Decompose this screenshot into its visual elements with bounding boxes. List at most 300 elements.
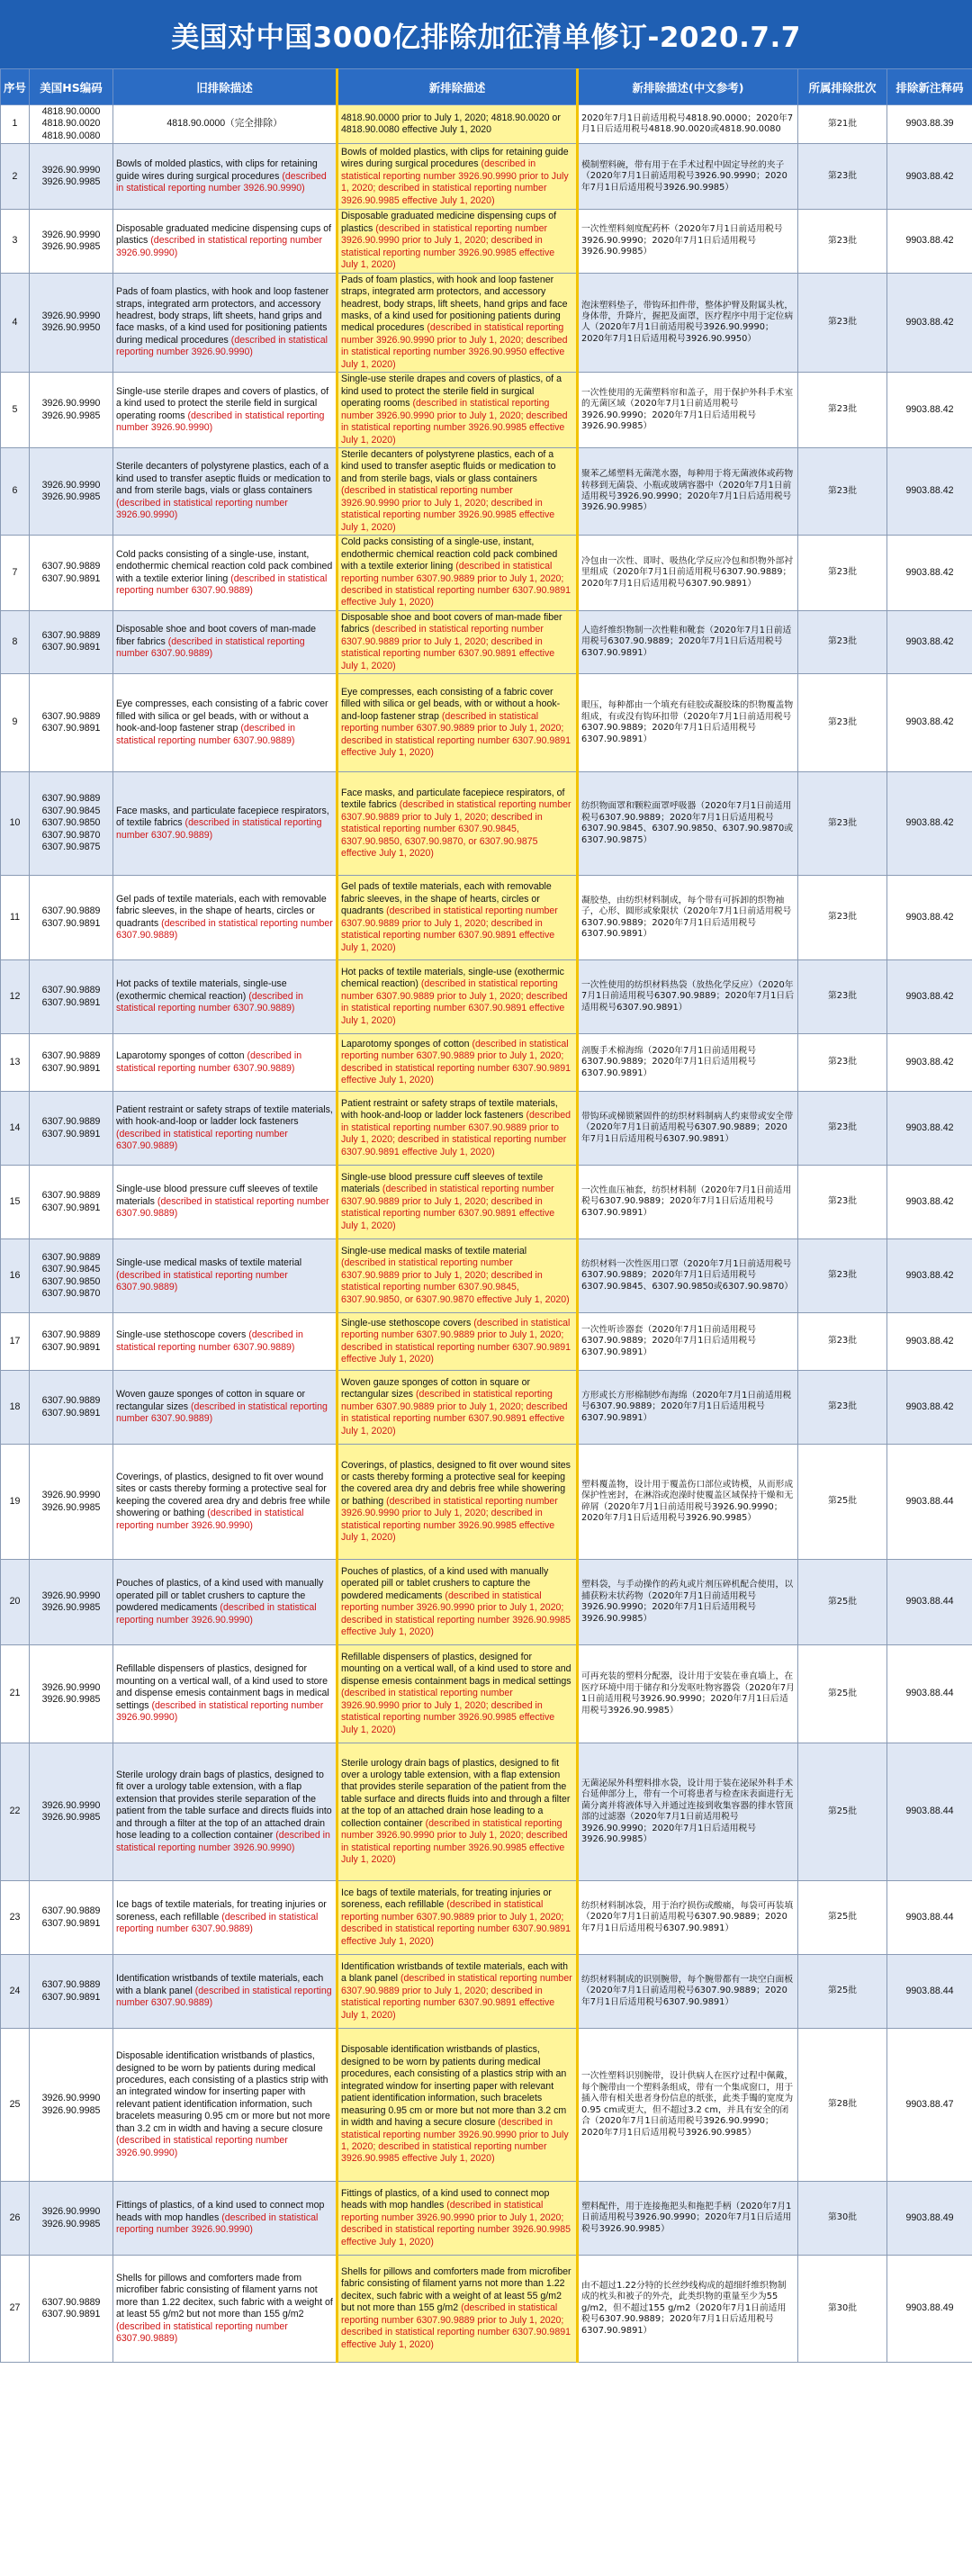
new-description-text: Disposable identification wristbands of plastics, designed to be worn by patients during medical procedures, each consisting of a plastics strip with an integrated window for inserting paper with relevant patient identification information, such bracelets measuring 0.95 cm or more but not more than 3.2 cm in width and having a secure closure	[341, 2044, 567, 2129]
old-description-text: Refillable dispensers of plastics, designed for mounting on a vertical wall, of a kind used to store and dispense emesis containment bags in medical settings	[116, 1663, 329, 1711]
table-row	[1, 1034, 972, 1092]
new-description-text: Pouches of plastics, of a kind used with manually operated pill or tablet crushers to capture the powdered medicaments	[341, 1565, 549, 1601]
header-new-description: 新排除描述	[338, 69, 578, 105]
new-description-text: Sterile urology drain bags of plastics, designed to fit over a urology table extension, with a flap extension that provides sterile separation of the patient from the table surface and directs fluids into and through a filter at the top of an attached drain hose leading to a collection container	[341, 1757, 571, 1829]
row-batch: 第25批	[798, 1445, 887, 1560]
row-old-description	[113, 674, 338, 772]
row-new-description	[338, 2256, 578, 2363]
old-description-text: Sterile decanters of polystyrene plastics, each of a kind used to transfer aseptic fluids or medication to and from sterile bags, vials or glass containers	[116, 461, 331, 497]
table-row	[1, 1881, 972, 1955]
row-new-description-cn: 纺织材料一次性医用口罩（2020年7月1日前适用税号6307.90.9889；2020年7月1日后适用税号6307.90.9845、6307.90.9850或6307.90.9870）	[578, 1239, 798, 1313]
row-annotation-code: 9903.88.42	[887, 1371, 972, 1445]
old-description-text: Hot packs of textile materials, single-use (exothermic chemical reaction)	[116, 978, 287, 1002]
row-new-description	[338, 105, 578, 144]
row-new-description-cn: 一次性听诊器套（2020年7月1日前适用税号6307.90.9889；2020年7月1日后适用税号6307.90.9891）	[578, 1313, 798, 1371]
header-old-description: 旧排除描述	[113, 69, 338, 105]
row-seq: 19	[1, 1445, 30, 1560]
table-row	[1, 1955, 972, 2029]
row-new-description	[338, 876, 578, 960]
table-row	[1, 105, 972, 144]
old-description-note: (described in statistical reporting number 6307.90.9889)	[116, 990, 303, 1014]
new-description-note: (described in statistical reporting number 3926.90.9990 prior to July 1, 2020; described in statistical reporting number 3926.90.9985 effective July 1, 2020)	[341, 2117, 569, 2165]
row-old-description	[113, 610, 338, 673]
row-hs-codes: 3926.90.9990 3926.90.9985	[30, 2182, 113, 2256]
new-description-text: Single-use medical masks of textile material	[341, 1245, 527, 1256]
new-description-note: (described in statistical reporting number 6307.90.9889 prior to July 1, 2020; described in statistical reporting number 6307.90.9891 effective July 1, 2020)	[341, 1110, 571, 1157]
row-hs-codes: 6307.90.9889 6307.90.9891	[30, 1313, 113, 1371]
row-new-description-cn: 纺织材料制冰袋，用于治疗损伤或酸痛，每袋可再装填（2020年7月1日前适用税号6307.90.9889；2020年7月1日后适用税号6307.90.9891）	[578, 1881, 798, 1955]
row-annotation-code: 9903.88.42	[887, 373, 972, 448]
row-new-description-cn: 一次性使用的无菌塑料帘和盖子，用于保护外科手术室的无菌区域（2020年7月1日前适用税号3926.90.9990；2020年7月1日后适用税号3926.90.9985）	[578, 373, 798, 448]
row-hs-codes: 6307.90.9889 6307.90.9891	[30, 1955, 113, 2029]
table-row	[1, 772, 972, 876]
old-description-text: Woven gauze sponges of cotton in square or rectangular sizes	[116, 1389, 306, 1412]
old-description-note: (described in statistical reporting number 3926.90.9990)	[116, 1830, 330, 1853]
row-new-description-cn: 纺织材料制成的识别腕带，每个腕带都有一块空白面板（2020年7月1日前适用税号6307.90.9889；2020年7月1日后适用税号6307.90.9891）	[578, 1955, 798, 2029]
old-description-note: (described in statistical reporting number 6307.90.9889)	[116, 1128, 288, 1152]
table-row	[1, 1371, 972, 1445]
row-new-description	[338, 1645, 578, 1743]
row-new-description-cn: 可再充装的塑料分配器，设计用于安装在垂直墙上，在医疗环境中用于储存和分发呕吐物容器袋（2020年7月1日前适用税号3926.90.9990；2020年7月1日后适用税号3926.90.9985）	[578, 1645, 798, 1743]
row-annotation-code: 9903.88.47	[887, 2029, 972, 2182]
row-annotation-code: 9903.88.42	[887, 210, 972, 273]
new-description-note: (described in statistical reporting number 6307.90.9889 prior to July 1, 2020; described in statistical reporting number 6307.90.9891 effective July 1, 2020)	[341, 624, 555, 671]
row-new-description	[338, 1445, 578, 1560]
header-seq: 序号	[1, 69, 30, 105]
table-row	[1, 536, 972, 611]
old-description-note: (described in statistical reporting number 6307.90.9889)	[116, 1401, 328, 1425]
row-old-description	[113, 1560, 338, 1645]
row-batch: 第23批	[798, 1092, 887, 1166]
old-description-note: (described in statistical reporting number 6307.90.9889)	[116, 723, 296, 746]
row-batch: 第23批	[798, 144, 887, 210]
row-annotation-code: 9903.88.42	[887, 960, 972, 1034]
row-hs-codes: 3926.90.9990 3926.90.9985	[30, 447, 113, 535]
row-hs-codes: 6307.90.9889 6307.90.9891	[30, 1092, 113, 1166]
old-description-note: (described in statistical reporting number 3926.90.9990)	[116, 170, 327, 194]
row-batch: 第23批	[798, 273, 887, 373]
row-new-description-cn: 一次性血压袖套，纺织材料制（2020年7月1日前适用税号6307.90.9889；2020年7月1日后适用税号6307.90.9891）	[578, 1166, 798, 1239]
new-description-note: (described in statistical reporting number 3926.90.9990 prior to July 1, 2020; described in statistical reporting number 3926.90.9985 effective July 1, 2020)	[341, 1817, 568, 1866]
new-description-note: (described in statistical reporting number 3926.90.9990 prior to July 1, 2020; described in statistical reporting number 3926.90.9985 effective July 1, 2020)	[341, 1688, 555, 1735]
row-old-description	[113, 1371, 338, 1445]
row-new-description	[338, 960, 578, 1034]
table-body	[1, 105, 972, 2363]
old-description-text: Eye compresses, each consisting of a fabric cover filled with silica or gel beads, with or without a hook-and-loop fastener strap	[116, 698, 328, 734]
old-description-note: (described in statistical reporting number 6307.90.9889)	[116, 2320, 288, 2345]
row-old-description	[113, 210, 338, 273]
row-batch: 第25批	[798, 1881, 887, 1955]
new-description-note: (described in statistical reporting number 6307.90.9889 prior to July 1, 2020; described in statistical reporting number 6307.90.9891 effective July 1, 2020)	[341, 978, 568, 1026]
old-description-text: Disposable graduated medicine dispensing cups of plastics	[116, 222, 332, 247]
row-seq: 7	[1, 536, 30, 611]
table-row	[1, 1560, 972, 1645]
old-description-text: Single-use stethoscope covers	[116, 1329, 249, 1341]
new-description-note: (described in statistical reporting number 6307.90.9889 prior to July 1, 2020; described in statistical reporting number 6307.90.9891 effective July 1, 2020)	[341, 1038, 571, 1086]
row-batch: 第23批	[798, 447, 887, 535]
old-description-text: 4818.90.0000（完全排除）	[166, 118, 283, 130]
new-description-note: (described in statistical reporting number 6307.90.9889 prior to July 1, 2020; described in statistical reporting number 6307.90.9891 effective July 1, 2020)	[341, 1389, 568, 1437]
old-description-note: (described in statistical reporting number 3926.90.9990)	[116, 2135, 288, 2158]
new-description-note: (described in statistical reporting number 6307.90.9889 prior to July 1, 2020; described in statistical reporting number 6307.90.9845, 6307.90.9850, or 6307.90.9870 effective July 1, 2020)	[341, 1257, 570, 1305]
row-batch: 第25批	[798, 1955, 887, 2029]
row-new-description	[338, 2182, 578, 2256]
row-new-description	[338, 1092, 578, 1166]
new-description-text: Single-use stethoscope covers	[341, 1317, 474, 1329]
table-row	[1, 1313, 972, 1371]
row-old-description	[113, 105, 338, 144]
row-new-description	[338, 1313, 578, 1371]
row-new-description-cn: 无菌泌尿外科塑料排水袋，设计用于装在泌尿外科手术台延伸部分上，带有一个可将患者与检查床表面进行无菌分离并将液体导入并通过连接到收集容器的排水管顶部的过滤器（2020年7月1日前适用税号3926.90.9990；2020年7月1日后适用税号3926.90.9985）	[578, 1743, 798, 1881]
row-hs-codes: 6307.90.9889 6307.90.9891	[30, 1371, 113, 1445]
row-old-description	[113, 876, 338, 960]
row-old-description	[113, 1445, 338, 1560]
row-new-description	[338, 1955, 578, 2029]
new-description-text: 4818.90.0000 prior to July 1, 2020; 4818.90.0020 or 4818.90.0080 effective July 1, 2020	[341, 112, 561, 136]
header-hs-code: 美国HS编码	[30, 69, 113, 105]
new-description-text: Coverings, of plastics, designed to fit over wound sites or casts thereby forming a protective seal for keeping the covered area dry and debris free while showering or bathing	[341, 1459, 571, 1507]
table-row	[1, 2256, 972, 2363]
row-seq: 18	[1, 1371, 30, 1445]
row-annotation-code: 9903.88.42	[887, 772, 972, 876]
row-seq: 5	[1, 373, 30, 448]
row-new-description	[338, 1239, 578, 1313]
row-annotation-code: 9903.88.42	[887, 674, 972, 772]
header-annotation-code: 排除新注释码	[887, 69, 972, 105]
row-new-description	[338, 610, 578, 673]
row-new-description	[338, 674, 578, 772]
row-seq: 10	[1, 772, 30, 876]
old-description-text: Gel pads of textile materials, each with removable fabric sleeves, in the shape of hearts, circles or quadrants	[116, 893, 327, 929]
row-batch: 第30批	[798, 2182, 887, 2256]
row-batch: 第25批	[798, 1645, 887, 1743]
row-new-description-cn: 带钩环或梯锁紧固件的纺织材料制病人约束带或安全带（2020年7月1日前适用税号6307.90.9889；2020年7月1日后适用税号6307.90.9891）	[578, 1092, 798, 1166]
old-description-text: Bowls of molded plastics, with clips for retaining guide wires during surgical procedures	[116, 158, 318, 182]
row-old-description	[113, 2182, 338, 2256]
table-row	[1, 2182, 972, 2256]
new-description-text: Identification wristbands of textile materials, each with a blank panel	[341, 1960, 569, 1985]
row-new-description	[338, 1881, 578, 1955]
row-seq: 20	[1, 1560, 30, 1645]
title-bar	[0, 0, 972, 68]
row-old-description	[113, 1645, 338, 1743]
row-seq: 22	[1, 1743, 30, 1881]
row-new-description	[338, 273, 578, 373]
row-batch: 第23批	[798, 1313, 887, 1371]
new-description-text: Shells for pillows and comforters made from microfiber fabric consisting of filament yarns not more than 1.22 decitex, such fabric with a weight of at least 55 g/m2 but not more than 155 g/m2	[341, 2266, 572, 2314]
old-description-text: Shells for pillows and comforters made from microfiber fabric consisting of filament yarns not more than 1.22 decitex, such fabric with a weight of at least 55 g/m2 but not more than 155 g/m2	[116, 2272, 333, 2320]
row-batch: 第23批	[798, 674, 887, 772]
row-seq: 8	[1, 610, 30, 673]
new-description-text: Patient restraint or safety straps of textile materials, with hook-and-loop or ladder lock fasteners	[341, 1097, 558, 1121]
row-hs-codes: 6307.90.9889 6307.90.9891	[30, 1881, 113, 1955]
row-batch: 第23批	[798, 1239, 887, 1313]
row-new-description-cn: 方形或长方形棉制纱布海绵（2020年7月1日前适用税号6307.90.9889；2020年7月1日后适用税号6307.90.9891）	[578, 1371, 798, 1445]
old-description-text: Patient restraint or safety straps of textile materials, with hook-and-loop or ladder lock fasteners	[116, 1103, 333, 1128]
row-seq: 13	[1, 1034, 30, 1092]
table-row	[1, 876, 972, 960]
row-batch: 第30批	[798, 2256, 887, 2363]
old-description-note: (described in statistical reporting number 3926.90.9990)	[116, 334, 328, 358]
row-annotation-code: 9903.88.42	[887, 1313, 972, 1371]
row-hs-codes: 3926.90.9990 3926.90.9950	[30, 273, 113, 373]
row-seq: 14	[1, 1092, 30, 1166]
header-batch: 所属排除批次	[798, 69, 887, 105]
row-batch: 第23批	[798, 210, 887, 273]
table-row	[1, 447, 972, 535]
row-old-description	[113, 1313, 338, 1371]
old-description-note: (described in statistical reporting number 6307.90.9889)	[116, 1195, 329, 1220]
new-description-note: (described in statistical reporting number 6307.90.9889 prior to July 1, 2020; described in statistical reporting number 6307.90.9891 effective July 1, 2020)	[341, 1317, 571, 1365]
old-description-text: Single-use sterile drapes and covers of plastics, of a kind used to protect the sterile field in surgical operating rooms	[116, 385, 329, 421]
row-new-description	[338, 1166, 578, 1239]
row-seq: 3	[1, 210, 30, 273]
row-hs-codes: 6307.90.9889 6307.90.9891	[30, 674, 113, 772]
old-description-note: (described in statistical reporting number 6307.90.9889)	[116, 1985, 332, 2009]
row-annotation-code: 9903.88.42	[887, 876, 972, 960]
table-row	[1, 1645, 972, 1743]
row-new-description	[338, 1560, 578, 1645]
row-old-description	[113, 960, 338, 1034]
row-new-description-cn: 一次性塑料识别腕带，设计供病人在医疗过程中佩戴，每个腕带由一个塑料条组成，带有一个集成窗口，用于插入带有相关患者身份信息的纸张，此类手镯的宽度为0.95 cm或更大，但不超过3.2 cm，并具有安全的闭合（2020年7月1日前适用税号3926.90.9990；2020年7月1日后适用税号3926.90.9985）	[578, 2029, 798, 2182]
new-description-text: Gel pads of textile materials, each with removable fabric sleeves, in the shape of hearts, circles or quadrants	[341, 881, 552, 917]
old-description-note: (described in statistical reporting number 3926.90.9990)	[116, 2211, 319, 2236]
row-batch: 第23批	[798, 373, 887, 448]
row-hs-codes: 3926.90.9990 3926.90.9985	[30, 2029, 113, 2182]
old-description-text: Single-use medical masks of textile material	[116, 1257, 302, 1269]
row-hs-codes: 3926.90.9990 3926.90.9985	[30, 144, 113, 210]
new-description-text: Bowls of molded plastics, with clips for retaining guide wires during surgical procedures	[341, 146, 569, 170]
row-seq: 16	[1, 1239, 30, 1313]
row-hs-codes: 6307.90.9889 6307.90.9891	[30, 610, 113, 673]
old-description-text: Cold packs consisting of a single-use, instant, endothermic chemical reaction cold pack combined with a textile exterior lining	[116, 548, 333, 584]
new-description-note: (described in statistical reporting number 3926.90.9990 prior to July 1, 2020; described in statistical reporting number 3926.90.9985 effective July 1, 2020)	[341, 485, 555, 533]
row-hs-codes: 3926.90.9990 3926.90.9985	[30, 373, 113, 448]
row-batch: 第23批	[798, 876, 887, 960]
new-description-note: (described in statistical reporting number 3926.90.9990 prior to July 1, 2020; described in statistical reporting number 3926.90.9985 effective July 1, 2020)	[341, 158, 569, 206]
row-new-description	[338, 772, 578, 876]
table-row	[1, 1166, 972, 1239]
table-row	[1, 1743, 972, 1881]
table-row	[1, 273, 972, 373]
row-hs-codes: 6307.90.9889 6307.90.9891	[30, 876, 113, 960]
old-description-text: Disposable identification wristbands of plastics, designed to be worn by patients during medical procedures, each consisting of a plastics strip with an integrated window for inserting paper with relevant patient identification information, such bracelets measuring 0.95 cm or more but not more than 3.2 cm in width and having a secure closure	[116, 2050, 330, 2134]
row-batch: 第23批	[798, 1034, 887, 1092]
row-annotation-code: 9903.88.49	[887, 2182, 972, 2256]
new-description-text: Laparotomy sponges of cotton	[341, 1038, 472, 1049]
old-description-note: (described in statistical reporting number 6307.90.9889)	[116, 1911, 319, 1935]
new-description-text: Cold packs consisting of a single-use, instant, endothermic chemical reaction cold pack combined with a textile exterior lining	[341, 536, 558, 572]
row-new-description	[338, 144, 578, 210]
new-description-note: (described in statistical reporting number 6307.90.9889 prior to July 1, 2020; described in statistical reporting number 6307.90.9891 effective July 1, 2020)	[341, 1899, 571, 1947]
new-description-note: (described in statistical reporting number 6307.90.9889 prior to July 1, 2020; described in statistical reporting number 6307.90.9891 effective July 1, 2020)	[341, 561, 571, 608]
old-description-note: (described in statistical reporting number 3926.90.9990)	[116, 1508, 304, 1531]
new-description-note: (described in statistical reporting number 3926.90.9990 prior to July 1, 2020; described in statistical reporting number 3926.90.9985 effective July 1, 2020)	[341, 2200, 571, 2247]
new-description-note: (described in statistical reporting number 6307.90.9889 prior to July 1, 2020; described in statistical reporting number 6307.90.9891 effective July 1, 2020)	[341, 1973, 572, 2021]
row-seq: 21	[1, 1645, 30, 1743]
row-batch: 第23批	[798, 1371, 887, 1445]
new-description-text: Disposable shoe and boot covers of man-made fiber fabrics	[341, 611, 562, 635]
row-batch: 第25批	[798, 1560, 887, 1645]
new-description-text: Disposable graduated medicine dispensing cups of plastics	[341, 211, 557, 234]
exclusion-table	[0, 68, 972, 2363]
row-new-description-cn: 泡沫塑料垫子，带钩环扣件带，整体护臂及附属头枕，身体带，升降片，握把及面罩，医疗程序中用于定位病人（2020年7月1日前适用税号3926.90.9990；2020年7月1日后适用税号3926.90.9950）	[578, 273, 798, 373]
new-description-note: (described in statistical reporting number 6307.90.9889 prior to July 1, 2020; described in statistical reporting number 6307.90.9891 effective July 1, 2020)	[341, 905, 558, 953]
row-new-description-cn: 模制塑料碗，带有用于在手术过程中固定导丝的夹子（2020年7月1日前适用税号3926.90.9990；2020年7月1日后适用税号3926.90.9985）	[578, 144, 798, 210]
table-row	[1, 960, 972, 1034]
table-row	[1, 610, 972, 673]
new-description-note: (described in statistical reporting number 6307.90.9889 prior to July 1, 2020; described in statistical reporting number 6307.90.9891 effective July 1, 2020)	[341, 2302, 571, 2350]
new-description-note: (described in statistical reporting number 6307.90.9889 prior to July 1, 2020; described in statistical reporting number 6307.90.9845, 6307.90.9850, 6307.90.9870, or 6307.90.9875 effective July 1, 2020)	[341, 799, 572, 860]
new-description-text: Woven gauze sponges of cotton in square or rectangular sizes	[341, 1376, 531, 1401]
new-description-note: (described in statistical reporting number 6307.90.9889 prior to July 1, 2020; described in statistical reporting number 6307.90.9891 effective July 1, 2020)	[341, 710, 571, 759]
row-batch: 第25批	[798, 1743, 887, 1881]
new-description-note: (described in statistical reporting number 3926.90.9990 prior to July 1, 2020; described in statistical reporting number 3926.90.9985 effective July 1, 2020)	[341, 222, 555, 271]
new-description-text: Hot packs of textile materials, single-use (exothermic chemical reaction)	[341, 966, 564, 990]
row-seq: 4	[1, 273, 30, 373]
row-annotation-code: 9903.88.42	[887, 1092, 972, 1166]
row-old-description	[113, 772, 338, 876]
row-annotation-code: 9903.88.42	[887, 610, 972, 673]
row-hs-codes: 6307.90.9889 6307.90.9891	[30, 1034, 113, 1092]
row-batch: 第23批	[798, 610, 887, 673]
new-description-text: Pads of foam plastics, with hook and loop fastener straps, integrated arm protectors, and accessory headrest, body straps, lift sheets, hand grips and face masks, of a kind used for positioning patients during medical procedures	[341, 274, 568, 334]
old-description-text: Sterile urology drain bags of plastics, designed to fit over a urology table extension, with a flap extension that provides sterile separation of the patient from the table surface and directs fluids into and through a filter at the top of an attached drain hose leading to a collection container	[116, 1770, 332, 1842]
row-new-description	[338, 447, 578, 535]
row-new-description-cn: 人造纤维织物制一次性鞋和靴套（2020年7月1日前适用税号6307.90.9889；2020年7月1日后适用税号6307.90.9891）	[578, 610, 798, 673]
old-description-note: (described in statistical reporting number 6307.90.9889)	[116, 572, 328, 596]
row-annotation-code: 9903.88.44	[887, 1560, 972, 1645]
row-hs-codes: 3926.90.9990 3926.90.9985	[30, 210, 113, 273]
new-description-text: Eye compresses, each consisting of a fabric cover filled with silica or gel beads, with or without a hook-and-loop fastener strap	[341, 686, 561, 722]
row-annotation-code: 9903.88.39	[887, 105, 972, 144]
row-new-description-cn: 塑料配件，用于连接拖把头和拖把手柄（2020年7月1日前适用税号3926.90.9990；2020年7月1日后适用税号3926.90.9985）	[578, 2182, 798, 2256]
row-batch: 第23批	[798, 960, 887, 1034]
old-description-text: Fittings of plastics, of a kind used to connect mop heads with mop handles	[116, 2200, 325, 2223]
row-hs-codes: 6307.90.9889 6307.90.9891	[30, 2256, 113, 2363]
row-new-description	[338, 2029, 578, 2182]
row-old-description	[113, 536, 338, 611]
new-description-text: Refillable dispensers of plastics, designed for mounting on a vertical wall, of a kind used to store and dispense emesis containment bags in medical settings	[341, 1652, 572, 1687]
row-old-description	[113, 1166, 338, 1239]
row-hs-codes: 4818.90.0000 4818.90.0020 4818.90.0080	[30, 105, 113, 144]
row-new-description	[338, 536, 578, 611]
table-row	[1, 373, 972, 448]
row-hs-codes: 3926.90.9990 3926.90.9985	[30, 1445, 113, 1560]
row-old-description	[113, 144, 338, 210]
row-annotation-code: 9903.88.42	[887, 273, 972, 373]
row-hs-codes: 6307.90.9889 6307.90.9891	[30, 536, 113, 611]
row-old-description	[113, 373, 338, 448]
row-new-description-cn: 一次性塑料刻度配药杯（2020年7月1日前适用税号3926.90.9990；2020年7月1日后适用税号3926.90.9985）	[578, 210, 798, 273]
row-old-description	[113, 2256, 338, 2363]
row-seq: 12	[1, 960, 30, 1034]
row-batch: 第28批	[798, 2029, 887, 2182]
row-hs-codes: 6307.90.9889 6307.90.9845 6307.90.9850 6307.90.9870 6307.90.9875	[30, 772, 113, 876]
row-hs-codes: 6307.90.9889 6307.90.9891	[30, 1166, 113, 1239]
table-header-row	[1, 69, 972, 105]
row-annotation-code: 9903.88.44	[887, 1445, 972, 1560]
row-seq: 27	[1, 2256, 30, 2363]
row-annotation-code: 9903.88.42	[887, 1034, 972, 1092]
new-description-note: (described in statistical reporting number 3926.90.9990 prior to July 1, 2020; described in statistical reporting number 3926.90.9985 effective July 1, 2020)	[341, 1590, 571, 1638]
row-annotation-code: 9903.88.42	[887, 144, 972, 210]
old-description-text: Pads of foam plastics, with hook and loop fastener straps, integrated arm protectors, and accessory headrest, body straps, lift sheets, hand grips and face masks, of a kind used for positioning patients during medical procedures	[116, 286, 329, 346]
row-batch: 第21批	[798, 105, 887, 144]
row-annotation-code: 9903.88.44	[887, 1743, 972, 1881]
table-row	[1, 210, 972, 273]
row-annotation-code: 9903.88.44	[887, 1881, 972, 1955]
row-seq: 24	[1, 1955, 30, 2029]
row-new-description-cn: 聚苯乙烯塑料无菌滗水器，每种用于将无菌液体或药物转移到无菌袋、小瓶或玻璃容器中（2020年7月1日前适用税号3926.90.9990；2020年7月1日后适用税号3926.90.9985）	[578, 447, 798, 535]
row-new-description-cn: 塑料覆盖物，设计用于覆盖伤口部位或铸模，从而形成保护性密封，在淋浴或泡澡时使覆盖区域保持干燥和无碎屑（2020年7月1日前适用税号3926.90.9990；2020年7月1日后适用税号3926.90.9985）	[578, 1445, 798, 1560]
old-description-text: Pouches of plastics, of a kind used with manually operated pill or tablet crushers to capture the powdered medicaments	[116, 1578, 324, 1614]
row-old-description	[113, 273, 338, 373]
old-description-note: (described in statistical reporting number 6307.90.9889)	[116, 1050, 302, 1074]
row-old-description	[113, 1743, 338, 1881]
new-description-note: (described in statistical reporting number 3926.90.9990 prior to July 1, 2020; described in statistical reporting number 3926.90.9985 effective July 1, 2020)	[341, 1495, 558, 1544]
old-description-note: (described in statistical reporting number 3926.90.9990)	[116, 235, 323, 258]
row-new-description	[338, 1743, 578, 1881]
row-hs-codes: 6307.90.9889 6307.90.9845 6307.90.9850 6307.90.9870	[30, 1239, 113, 1313]
row-new-description-cn: 由不超过1.22分特的长丝纱线构成的超细纤维织物制成的枕头和被子的外壳，此类织物的重量至少为55 g/m2，但不超过155 g/m2（2020年7月1日前适用税号6307.90.9889；2020年7月1日后适用税号6307.90.9891）	[578, 2256, 798, 2363]
row-seq: 26	[1, 2182, 30, 2256]
row-new-description	[338, 1034, 578, 1092]
table-row	[1, 1092, 972, 1166]
table-row	[1, 144, 972, 210]
old-description-note: (described in statistical reporting number 3926.90.9990)	[116, 497, 288, 521]
row-new-description-cn: 一次性使用的纺织材料热袋（放热化学反应）（2020年7月1日前适用税号6307.90.9889；2020年7月1日后适用税号6307.90.9891）	[578, 960, 798, 1034]
old-description-note: (described in statistical reporting number 6307.90.9889)	[116, 1329, 303, 1353]
old-description-note: (described in statistical reporting number 6307.90.9889)	[116, 917, 333, 941]
row-annotation-code: 9903.88.42	[887, 536, 972, 611]
row-annotation-code: 9903.88.44	[887, 1955, 972, 2029]
row-new-description-cn: 凝胶垫，由纺织材料制成，每个带有可拆卸的织物袖子，心形、圆形或象限状（2020年7月1日前适用税号6307.90.9889；2020年7月1日后适用税号6307.90.9891）	[578, 876, 798, 960]
new-description-text: Single-use blood pressure cuff sleeves of textile materials	[341, 1171, 544, 1195]
row-annotation-code: 9903.88.42	[887, 1166, 972, 1239]
row-old-description	[113, 2029, 338, 2182]
row-new-description-cn: 眼压，每种都由一个填充有硅胶或凝胶珠的织物覆盖物组成，有或没有钩环扣带（2020年7月1日前适用税号6307.90.9889；2020年7月1日后适用税号6307.90.9891）	[578, 674, 798, 772]
row-new-description-cn: 剖腹手术棉海绵（2020年7月1日前适用税号6307.90.9889；2020年7月1日后适用税号6307.90.9891）	[578, 1034, 798, 1092]
row-new-description	[338, 1371, 578, 1445]
old-description-text: Coverings, of plastics, designed to fit over wound sites or casts thereby forming a protective seal for keeping the covered area dry and debris free while showering or bathing	[116, 1471, 330, 1519]
row-seq: 1	[1, 105, 30, 144]
new-description-text: Ice bags of textile materials, for treating injuries or soreness, each refillable	[341, 1887, 552, 1911]
row-seq: 25	[1, 2029, 30, 2182]
table-row	[1, 674, 972, 772]
row-old-description	[113, 1034, 338, 1092]
row-seq: 2	[1, 144, 30, 210]
row-seq: 17	[1, 1313, 30, 1371]
document-title: 美国对中国3000亿排除加征清单修订-2020.7.7	[171, 21, 801, 54]
old-description-note: (described in statistical reporting number 3926.90.9990)	[116, 1602, 317, 1626]
row-new-description-cn: 冷包由一次性、即时、吸热化学反应冷包和织物外部衬里组成（2020年7月1日前适用税号6307.90.9889；2020年7月1日后适用税号6307.90.9891）	[578, 536, 798, 611]
row-old-description	[113, 1092, 338, 1166]
table-row	[1, 1445, 972, 1560]
row-hs-codes: 3926.90.9990 3926.90.9985	[30, 1743, 113, 1881]
row-old-description	[113, 1239, 338, 1313]
row-old-description	[113, 1881, 338, 1955]
new-description-text: Fittings of plastics, of a kind used to connect mop heads with mop handles	[341, 2187, 550, 2211]
old-description-note: (described in statistical reporting number 6307.90.9889)	[116, 1269, 288, 1293]
new-description-text: Face masks, and particulate facepiece respirators, of textile fabrics	[341, 787, 565, 811]
row-new-description-cn: 塑料袋，与手动操作的药丸或片剂压碎机配合使用，以捕获粉末状药物（2020年7月1日前适用税号3926.90.9990；2020年7月1日后适用税号3926.90.9985）	[578, 1560, 798, 1645]
row-seq: 6	[1, 447, 30, 535]
row-hs-codes: 3926.90.9990 3926.90.9985	[30, 1560, 113, 1645]
table-row	[1, 2029, 972, 2182]
old-description-text: Face masks, and particulate facepiece respirators, of textile fabrics	[116, 805, 329, 829]
old-description-note: (described in statistical reporting number 3926.90.9990)	[116, 1699, 324, 1724]
